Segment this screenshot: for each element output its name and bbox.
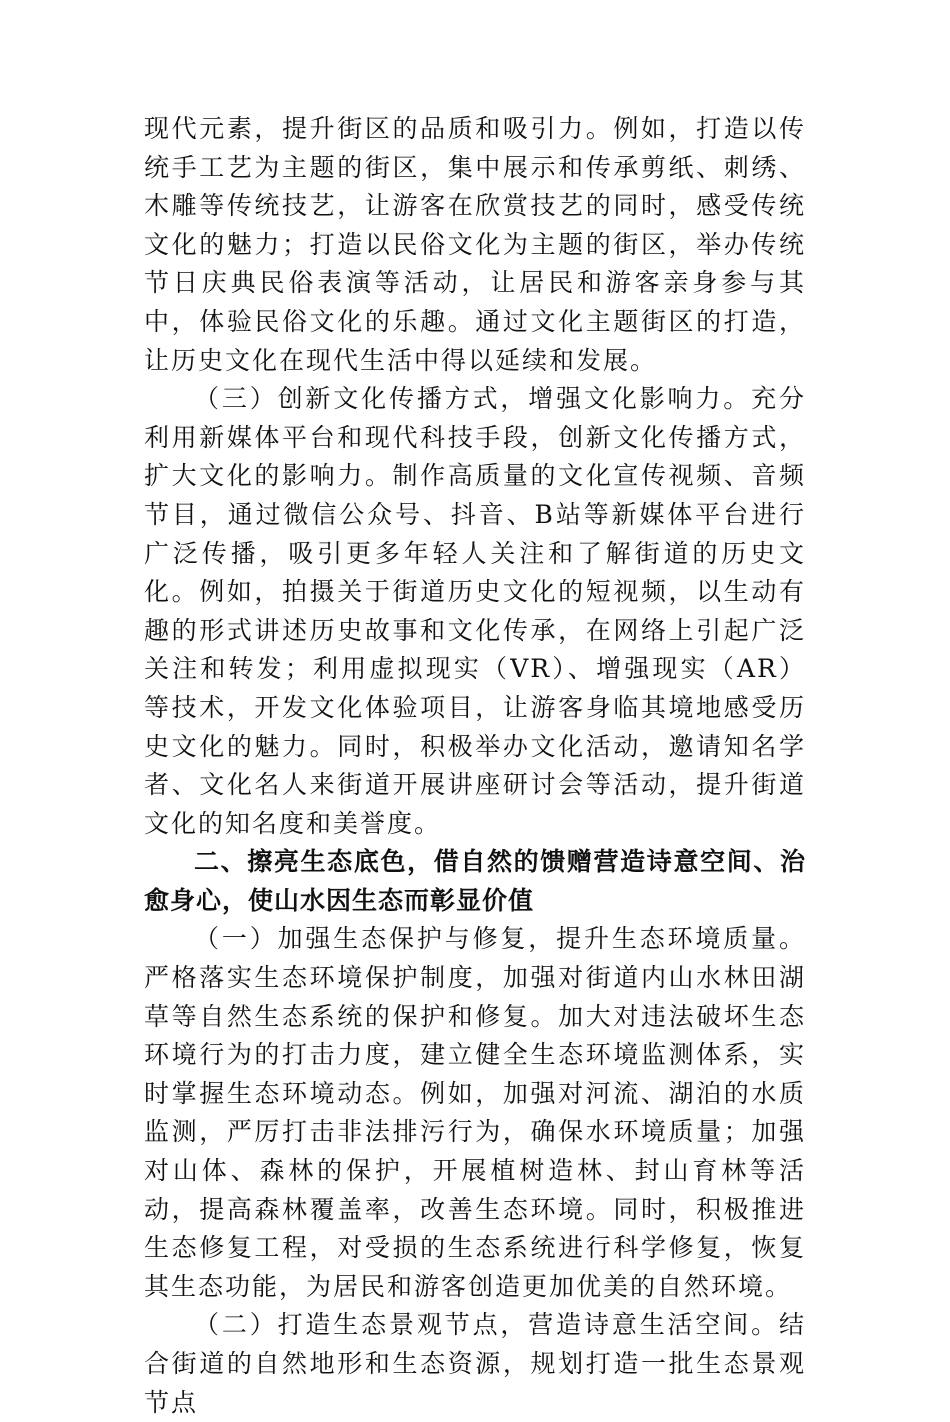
paragraph-cultural-street-continuation: 现代元素，提升街区的品质和吸引力。例如，打造以传统手工艺为主题的街区，集中展示和传承剪纸、刺绣、木雕等传统技艺，让游客在欣赏技艺的同时，感受传统文化的魅力；打造以民俗文化为主题的街区，举办传统节日庆典民俗表演等活动，让居民和游客亲身参与其中，体验民俗文化的乐趣。通过文化主题街区的打造，让历史文化在现代生活中得以延续和发展。 (144, 114, 806, 375)
section-heading-ecology: 二、擦亮生态底色，借自然的馈赠营造诗意空间、治愈身心，使山水因生态而彰显价值 (144, 847, 806, 915)
paragraph-ecological-protection: （一）加强生态保护与修复，提升生态环境质量。严格落实生态环境保护制度，加强对街道内山水林田湖草等自然生态系统的保护和修复。加大对违法破坏生态环境行为的打击力度，建立健全生态环境监测体系，实时掌握生态环境动态。例如，加强对河流、湖泊的水质监测，严厉打击非法排污行为，确保水环境质量；加强对山体、森林的保护，开展植树造林、封山育林等活动，提高森林覆盖率，改善生态环境。同时，积极推进生态修复工程，对受损的生态系统进行科学修复，恢复其生态功能，为居民和游客创造更加优美的自然环境。 (144, 924, 806, 1301)
paragraph-culture-communication: （三）创新文化传播方式，增强文化影响力。充分利用新媒体平台和现代科技手段，创新文化传播方式，扩大文化的影响力。制作高质量的文化宣传视频、音频节目，通过微信公众号、抖音、B站等新媒体平台进行广泛传播，吸引更多年轻人关注和了解街道的历史文化。例如，拍摄关于街道历史文化的短视频，以生动有趣的形式讲述历史故事和文化传承，在网络上引起广泛关注和转发；利用虚拟现实（VR）、增强现实（AR）等技术，开发文化体验项目，让游客身临其境地感受历史文化的魅力。同时，积极举办文化活动，邀请知名学者、文化名人来街道开展讲座研讨会等活动，提升街道文化的知名度和美誉度。 (144, 384, 806, 838)
document-page (144, 110, 806, 1422)
paragraph-ecological-landscape: （二）打造生态景观节点，营造诗意生活空间。结合街道的自然地形和生态资源，规划打造一批生态景观节点 (144, 1310, 806, 1417)
